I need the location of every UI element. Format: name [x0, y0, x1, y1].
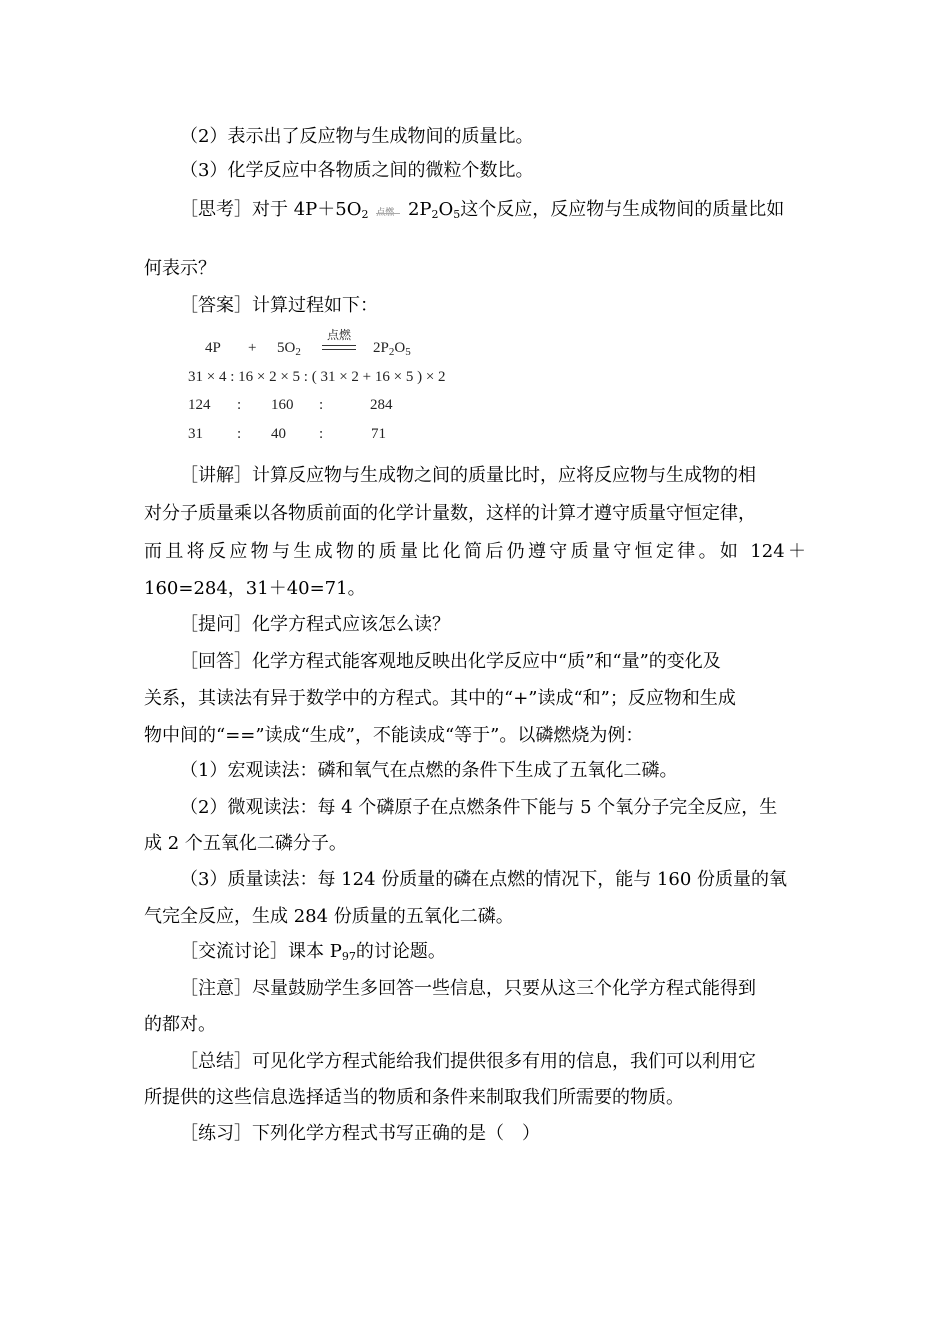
equation-2p2o5: $2P_2O_5$ — [373, 340, 411, 358]
discuss-line: ［交流讨论］课本 $P_{97}$的讨论题。 — [180, 941, 446, 963]
equation-condition: 点燃 — [326, 328, 351, 342]
text-line: ［回答］化学方程式能客观地反映出化学反应中“质”和“量”的变化及 — [180, 651, 721, 672]
text-line: （2）微观读法：每 4 个磷原子在点燃条件下能与 5 个氧分子完全反应，生 — [180, 797, 778, 818]
text-line: ［练习］下列化学方程式书写正确的是（ ） — [180, 1123, 540, 1144]
text-line: （1）宏观读法：磷和氧气在点燃的条件下生成了五氧化二磷。 — [180, 760, 678, 781]
text-line: 何表示？ — [144, 258, 216, 279]
text-line: ［提问］化学方程式应该怎么读？ — [180, 614, 450, 635]
calc-cell: 284 — [370, 397, 393, 413]
calc-row: 31 × 4 : 16 × 2 × 5 : ( 31 × 2 + 16 × 5 ) × 2 — [188, 369, 446, 385]
calc-cell: 71 — [371, 426, 386, 442]
calc-cell: 124 — [188, 397, 211, 413]
equation-4p: 4P — [205, 340, 221, 356]
text-line: 而且将反应物与生成物的质量比化简后仍遵守质量守恒定律。如 124＋ — [144, 541, 806, 562]
calc-cell: : — [319, 426, 324, 442]
equation-bar — [322, 349, 356, 350]
calc-cell: 160 — [271, 397, 294, 413]
text-line: ［讲解］计算反应物与生成物之间的质量比时，应将反应物与生成物的相 — [180, 465, 756, 486]
text-line: （3）质量读法：每 124 份质量的磷在点燃的情况下，能与 160 份质量的氧 — [180, 869, 788, 890]
text-line: 的都对。 — [144, 1014, 216, 1035]
calc-cell: 31 — [188, 426, 203, 442]
equation-bar — [322, 345, 356, 346]
text-line: （3）化学反应中各物质之间的微粒个数比。 — [180, 160, 534, 181]
calc-cell: 40 — [271, 426, 286, 442]
text-line: （2）表示出了反应物与生成物间的质量比。 — [180, 126, 534, 147]
calc-cell: : — [237, 397, 242, 413]
text-line: 成 2 个五氧化二磷分子。 — [144, 833, 347, 854]
calc-cell: : — [237, 426, 242, 442]
text-line: 关系，其读法有异于数学中的方程式。其中的“+”读成“和”；反应物和生成 — [144, 688, 736, 709]
text-line: 物中间的“==”读成“生成”，不能读成“等于”。以磷燃烧为例： — [144, 725, 644, 746]
text-line: 所提供的这些信息选择适当的物质和条件来制取我们所需要的物质。 — [144, 1087, 684, 1108]
think-line: ［思考］对于 $4P+5O_2$ 点燃 $2P_2O_5$这个反应，反应物与生成物间的质量比如 — [180, 199, 785, 221]
reaction-condition: 点燃 — [374, 201, 402, 219]
answer-line: ［答案］计算过程如下： — [180, 295, 378, 316]
text-line: ［注意］尽量鼓励学生多回答一些信息，只要从这三个化学方程式能得到 — [180, 978, 756, 999]
text-line: 气完全反应，生成 284 份质量的五氧化二磷。 — [144, 906, 514, 927]
equation-5o2: $5O_2$ — [277, 340, 301, 358]
calc-cell: : — [319, 397, 324, 413]
text-line: ［总结］可见化学方程式能给我们提供很多有用的信息，我们可以利用它 — [180, 1051, 756, 1072]
text-line: 160=284，31＋40=71。 — [144, 578, 366, 599]
equation-plus: + — [248, 340, 257, 356]
text-line: 对分子质量乘以各物质前面的化学计量数，这样的计算才遵守质量守恒定律， — [144, 503, 756, 524]
